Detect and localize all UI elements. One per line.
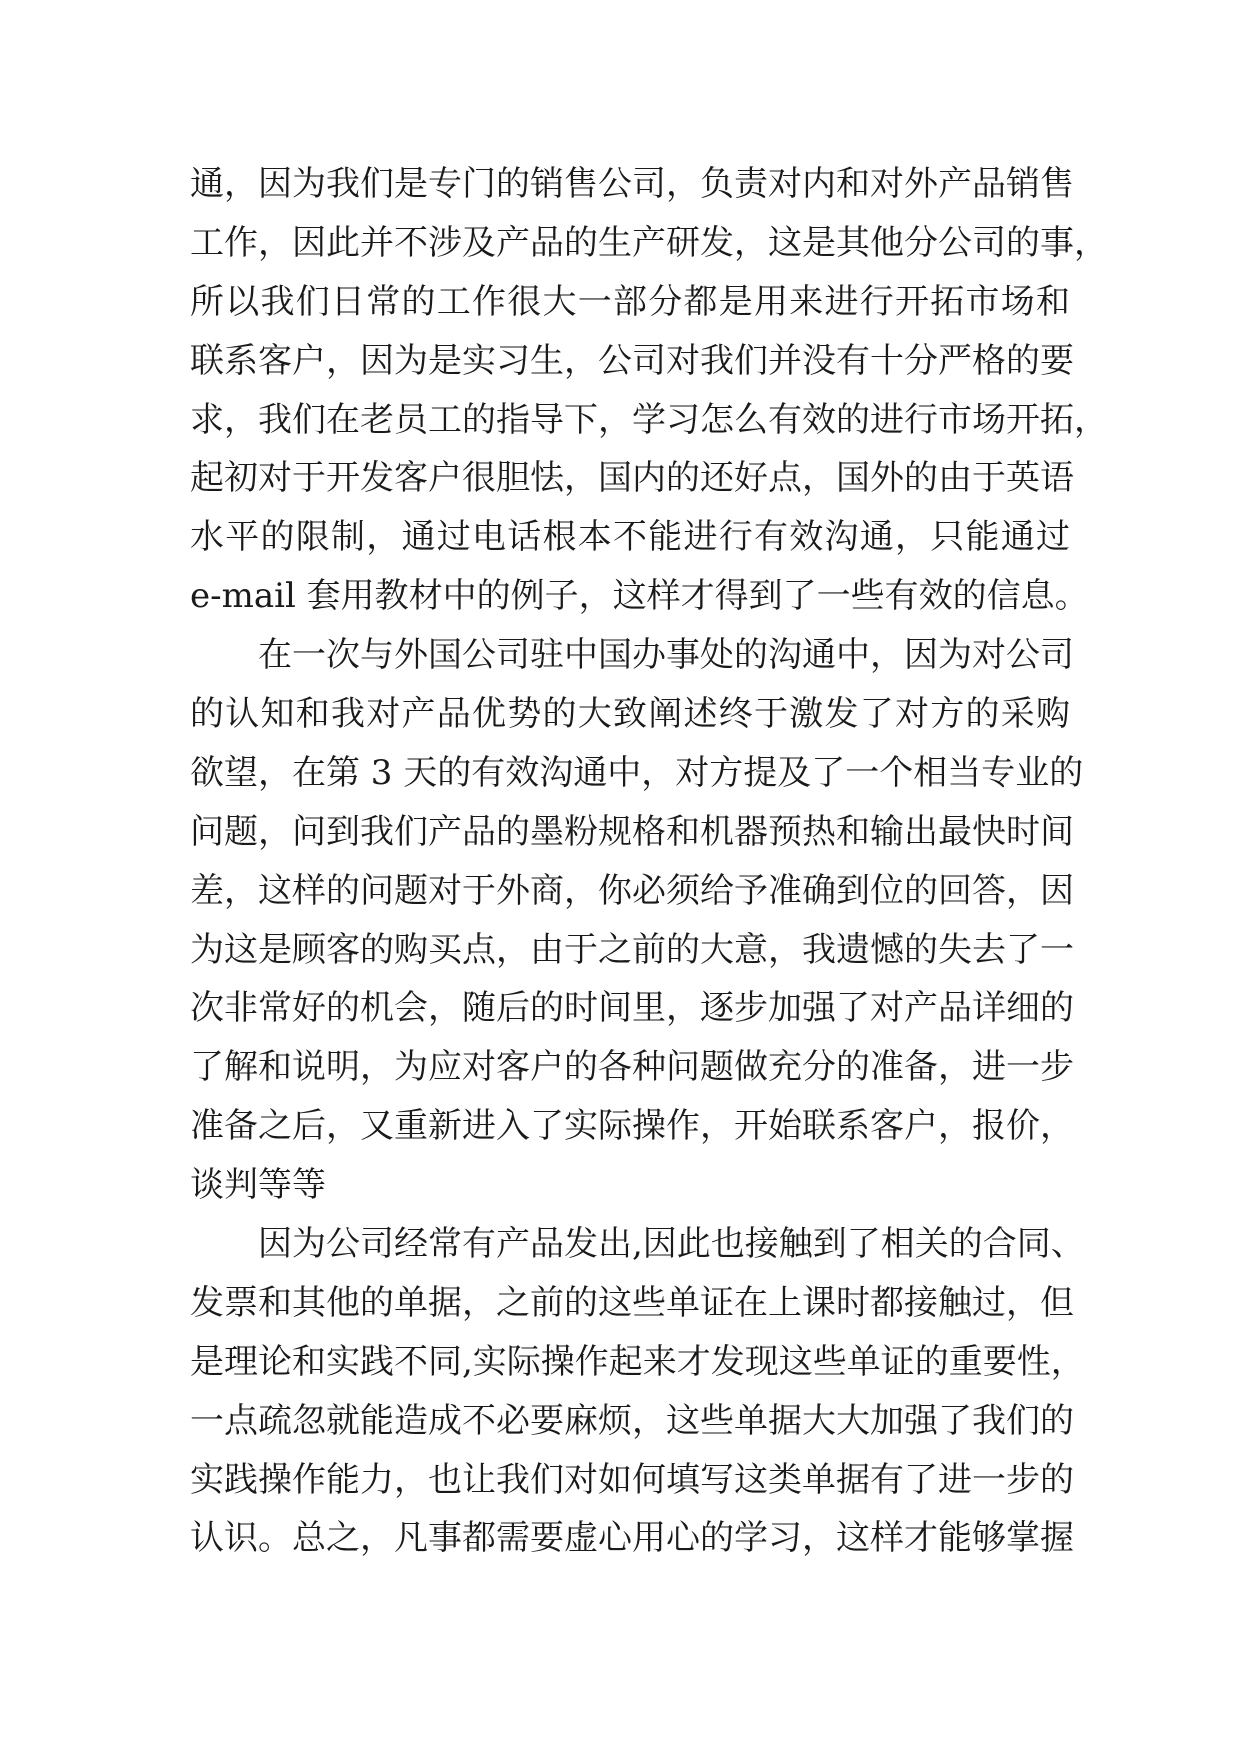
text-line: 认识。总之，凡事都需要虚心用心的学习，这样才能够掌握 [190,1518,1074,1559]
text-line: 是理论和实践不同,实际操作起来才发现这些单证的重要性， [190,1341,1085,1382]
text-line: 在一次与外国公司驻中国办事处的沟通中，因为对公司 [258,635,1074,676]
body-text [190,155,1108,1568]
text-line: 水平的限制，通过电话根本不能进行有效沟通，只能通过 [190,517,1070,558]
text-line: 一点疏忽就能造成不必要麻烦，这些单据大大加强了我们的 [190,1400,1074,1441]
text-line: 差，这样的问题对于外商，你必须给予准确到位的回答，因 [190,870,1074,911]
text-line: 问题，问到我们产品的墨粉规格和机器预热和输出最快时间 [190,811,1074,852]
text-line: 了解和说明，为应对客户的各种问题做充分的准备，进一步 [190,1047,1074,1088]
text-line: 通，因为我们是专门的销售公司，负责对内和对外产品销售 [190,164,1074,204]
text-line: 发票和其他的单据，之前的这些单证在上课时都接触过，但 [190,1282,1074,1323]
text-line: 谈判等等 [190,1165,326,1206]
text-line: 求，我们在老员工的指导下，学习怎么有效的进行市场开拓， [190,399,1108,440]
text-line: 为这是顾客的购买点，由于之前的大意，我遗憾的失去了一 [190,929,1074,970]
text-line: 的认知和我对产品优势的大致阐述终于激发了对方的采购 [190,694,1070,735]
text-line: 所以我们日常的工作很大一部分都是用来进行开拓市场和 [190,281,1070,322]
text-line: 因为公司经常有产品发出,因此也接触到了相关的合同、 [258,1224,1085,1265]
text-line: e-mail 套用教材中的例子，这样才得到了一些有效的信息。 [190,576,1089,617]
text-line: 准备之后，又重新进入了实际操作，开始联系客户，报价， [190,1106,1074,1147]
text-line: 实践操作能力，也让我们对如何填写这类单据有了进一步的 [190,1459,1074,1500]
text-line: 起初对于开发客户很胆怯，国内的还好点，国外的由于英语 [190,458,1074,499]
text-line: 欲望，在第 3 天的有效沟通中，对方提及了一个相当专业的 [190,752,1084,793]
text-line: 联系客户，因为是实习生，公司对我们并没有十分严格的要 [190,340,1074,381]
text-line: 次非常好的机会，随后的时间里，逐步加强了对产品详细的 [190,988,1074,1029]
text-line: 工作，因此并不涉及产品的生产研发，这是其他分公司的事， [190,222,1108,263]
